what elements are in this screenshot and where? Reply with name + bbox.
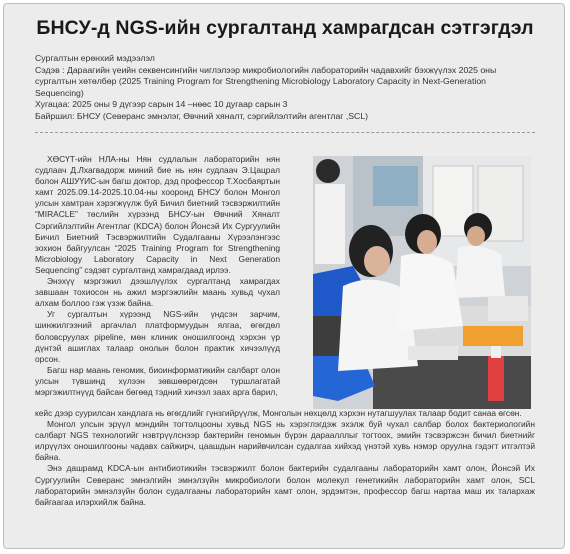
paragraph: ХӨСҮТ-ийн НЛА-ны Нян судлалын лабораторийн нян судлаач Д.Лхагвадорж миний бие нь нян судлаач Э.Цацрал болон АШУҮИС-ын багш доктор, дэд профессор Т.Хосбаяртын хамт 2025.09.14-2025.10.04-ны хооронд БНСУ болон Монгол улсын хамтран хэрэгжүүлж буй Бичил биетний тэсвэржилтийн “MIRACLE” төслийн хүрээнд БНСУ-ын Өвчний Хяналт Сэргийлэлтийн Агентлаг (KDCA) болон Йонсэй Их Сургуулийн Бичил Биетний Тэсвэржилтийн Судалгааны Хүрээлэнгээс зохион байгуулсан “2025 Training Program for Strengthening Microbiology Laboratory Capacity in Next Generation Sequencing” сэдэвт сургалтанд хамрагдаад ирлээ.: [35, 154, 280, 275]
lab-photo-illustration: [313, 156, 531, 409]
paragraph: Багш нар маань геномик, биоинформатикийн салбарт олон улсын түвшинд хүлээн зөвшөөрөгдсөн туршлагатай мэргэжилтнүүд байсан бөгөөд тэдний хичээл заах арга барил,: [35, 364, 280, 397]
body-full-width: [35, 408, 535, 508]
info-heading: Сургалтын ерөнхий мэдээлэл: [35, 53, 155, 63]
paragraph: Монгол улсын эрүүл мэндийн тогтолцооны хувьд NGS нь хэрэглэгдэж эхэлж буй чухал салбар болох бактериологийн салбарт NGS технологийг нэвтрүүлснээр бактерийн геномын бүрэн дараалллыг тогтоох, эмийн тэсвэржсэн бичил биетнийг илрүүлэх оношилгооны чадавх сайжирч, цаашдын нарийвчилсан судалгаа хийхэд үнэтэй хувь нэмэр оруулна гэдэгт итгэлтэй байна.: [35, 419, 535, 463]
paragraph: Энэхүү мэргэжил дээшлүүлэх сургалтанд хамрагдах завшаан тохиосон нь ажил мэргэжлийн маань хувьд чухал алхам боллоо гэж үзэж байна.: [35, 276, 280, 309]
section-divider: [35, 132, 535, 133]
paragraph: Энэ дашрамд KDCA-ын антибиотикийн тэсвэржилт болон бактерийн судалгааны лабораторийн хамт олон, Йонсэй Их Сургуулийн Северанс эмнэлгийн эмнэлзүйн микробиологи болон молекул генетикийн лабораторийн хамт олон, SCL лабораторийн эмнэлзүйн болон судалгааны лабораторийн хамт олон, эрдэмтэн, профессор багш нартаа маш их талархаж байгаагаа илэрхийлж байна.: [35, 463, 535, 507]
page-title: БНСУ-д NGS-ийн сургалтанд хамрагдсан сэтгэгдэл: [36, 17, 534, 39]
paragraph: Уг сургалтын хүрээнд NGS-ийн үндсэн зарчим, шинжилгээний аргачлал платформуудын ялгаа, өгөгдөл боловсруулах pipeline, мөн клиник оношилгоонд хэрхэн үр дүнтэй ашиглах талаар онолын болон практик хичээлүүд орсон.: [35, 309, 280, 364]
info-duration: Хугацаа: 2025 оны 9 дүгээр сарын 14 –нөөс 10 дугаар сарын 3: [35, 99, 288, 110]
article-panel: [3, 3, 565, 549]
info-topic: Сэдэв : Дараагийн үеийн секвенсингийн чиглэлээр микробиологийн лабораторийн чадавхийг бэхжүүлэх 2025 оны сургалтын хөтөлбөр (2025 Training Program for Strengthening Microbiology Laboratory Capacity in Next-Generation Sequencing): [35, 64, 497, 98]
body-column: [35, 154, 280, 398]
training-info: [35, 53, 535, 123]
info-location: Байршил: БНСУ (Северанс эмнэлэг, Өвчний хяналт, сэргийлэлтийн агентлаг ,SCL): [35, 110, 369, 121]
lab-photo: [313, 156, 531, 409]
paragraph: кейс дээр суурилсан хандлага нь өгөгдлийг гүнзгийрүүлж, Монголын нөхцөлд хэрхэн нутагшуулах талаар бодит санаа өгсөн.: [35, 408, 522, 418]
